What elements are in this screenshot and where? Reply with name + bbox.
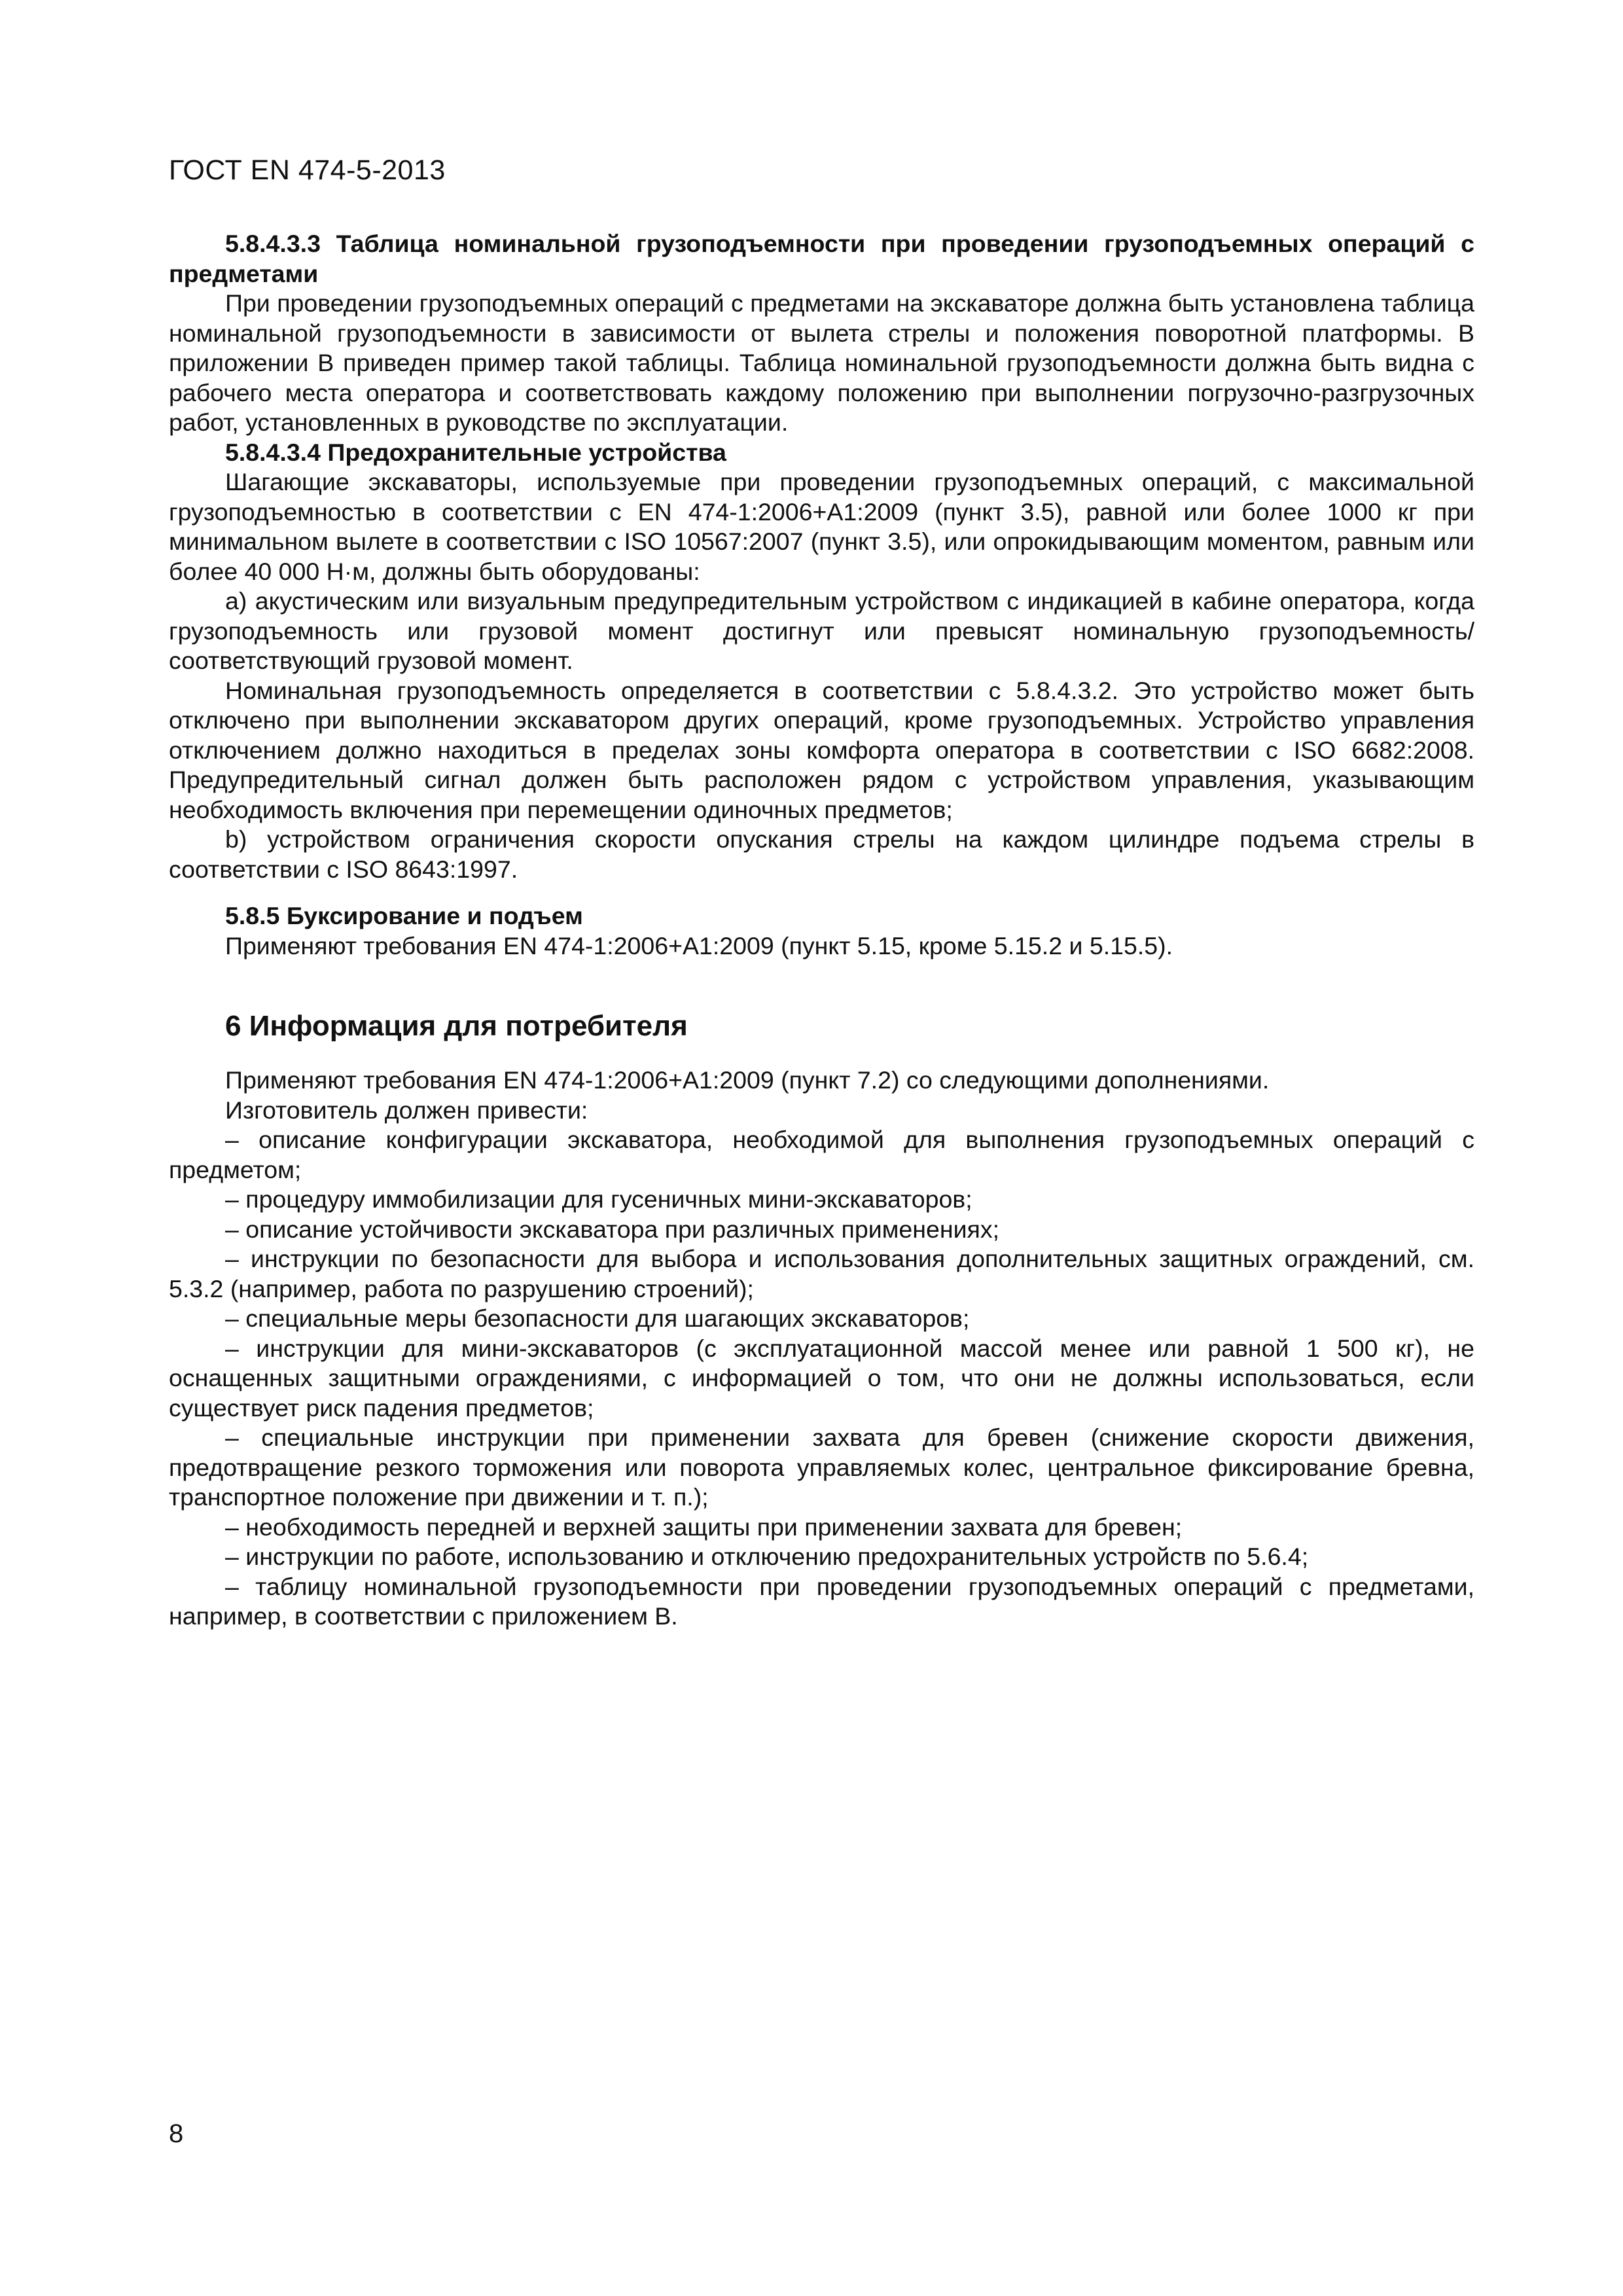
body-paragraph: Шагающие экскаваторы, используемые при проведении грузоподъемных операций, с максимальной грузоподъемностью в соответствии с EN 474-1:2006+A1:2009 (пункт 3.5), равной или более 1000 кг при минимальном вылете в соответствии с ISO 10567:2007 (пункт 3.5), или опрокидывающим моментом, равным или более 40 000 Н·м, должны быть оборудованы: [169, 468, 1474, 585]
section-heading: 6 Информация для потребителя [225, 1010, 688, 1042]
body-paragraph: Применяют требования EN 474-1:2006+A1:2009 (пункт 7.2) со следующими дополнениями. [225, 1066, 1270, 1094]
subsection-heading: 5.8.4.3.3 Таблица номинальной грузоподъемности при проведении грузоподъемных операций с предметами [169, 230, 1474, 287]
body-paragraph: – таблицу номинальной грузоподъемности при проведении грузоподъемных операций с предметами, например, в соответствии с приложением В. [169, 1572, 1474, 1630]
body-paragraph: Применяют требования EN 474-1:2006+A1:2009 (пункт 5.15, кроме 5.15.2 и 5.15.5). [225, 931, 1173, 960]
document-header: ГОСТ EN 474-5-2013 [169, 154, 446, 186]
body-paragraph: – описание устойчивости экскаватора при различных применениях; [225, 1215, 999, 1243]
body-paragraph: – инструкции по работе, использованию и отключению предохранительных устройств по 5.6.4; [225, 1543, 1309, 1570]
body-paragraph: Номинальная грузоподъемность определяется в соответствии с 5.8.4.3.2. Это устройство может быть отключено при выполнении экскаватором других операций, кроме грузоподъемных. Устройство управления отключением должно находиться в пределах зоны комфорта оператора в соответствии с ISO 6682:2008. Предупредительный сигнал должен быть расположен рядом с устройством управления, указывающим необходимость включения при перемещении одиночных предметов; [169, 676, 1474, 823]
body-paragraph: – инструкции по безопасности для выбора и использования дополнительных защитных ограждений, см. 5.3.2 (например, работа по разрушению строений); [169, 1245, 1474, 1302]
body-paragraph: – процедуру иммобилизации для гусеничных мини-экскаваторов; [225, 1185, 972, 1213]
body-paragraph: Изготовитель должен привести: [225, 1096, 588, 1124]
page-number: 8 [169, 2119, 184, 2148]
body-paragraph: b) устройством ограничения скорости опускания стрелы на каждом цилиндре подъема стрелы в соответствии с ISO 8643:1997. [169, 825, 1474, 883]
body-paragraph: – описание конфигурации экскаватора, необходимой для выполнения грузоподъемных операций с предметом; [169, 1126, 1474, 1183]
subsection-heading: 5.8.4.3.4 Предохранительные устройства [225, 438, 726, 466]
document-body [169, 229, 1474, 1632]
body-paragraph: При проведении грузоподъемных операций с предметами на экскаваторе должна быть установлена таблица номинальной грузоподъемности в зависимости от вылета стрелы и положения поворотной платформы. В приложении В приведен пример такой таблицы. Таблица номинальной грузоподъемности должна быть видна с рабочего места оператора и соответствовать каждому положению при выполнении погрузочно-разгрузочных работ, установленных в руководстве по эксплуатации. [169, 289, 1474, 436]
body-paragraph: a) акустическим или визуальным предупредительным устройством с индикацией в кабине оператора, когда грузоподъемность или грузовой момент достигнут или превысят номинальную грузоподъемность/соответствующий грузовой момент. [169, 587, 1474, 674]
body-paragraph: – необходимость передней и верхней защиты при применении захвата для бревен; [225, 1513, 1183, 1541]
body-paragraph: – специальные меры безопасности для шагающих экскаваторов; [225, 1304, 970, 1332]
subsection-heading: 5.8.5 Буксирование и подъем [225, 902, 583, 929]
body-paragraph: – специальные инструкции при применении захвата для бревен (снижение скорости движения, предотвращение резкого торможения или поворота управляемых колес, центральное фиксирование бревна, транспортное положение при движении и т. п.); [169, 1424, 1474, 1511]
body-paragraph: – инструкции для мини-экскаваторов (с эксплуатационной массой менее или равной 1 500 кг), не оснащенных защитными ограждениями, с информацией о том, что они не должны использоваться, если существует риск падения предметов; [169, 1334, 1474, 1422]
